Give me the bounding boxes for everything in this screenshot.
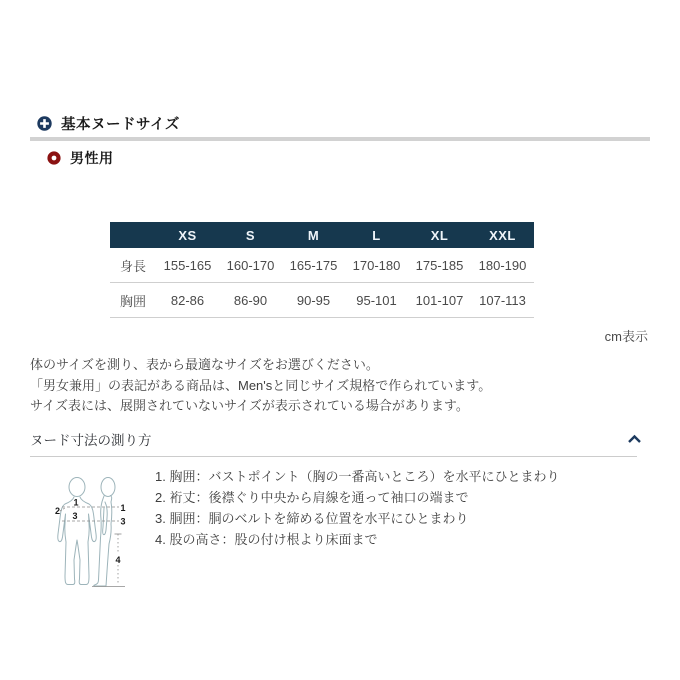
row-label: 胸囲 [110, 283, 156, 318]
instruction-line: 3. 胴囲：胴のベルトを締める位置を水平にひとまわり [155, 511, 469, 526]
measure-guide-title: ヌード寸法の測り方 [30, 433, 152, 448]
body-measurement-diagram [50, 464, 160, 628]
cell: 165-175 [282, 248, 345, 283]
size-table [110, 222, 534, 318]
label-front-waist: 3 [72, 511, 78, 521]
cell: 86-90 [219, 283, 282, 318]
note-line: 体のサイズを測り、表から最適なサイズをお選びください。 [30, 357, 379, 372]
instruction-line: 1. 胸囲：バストポイント（胸の一番高いところ）を水平にひとまわり [155, 469, 560, 484]
col-header-xs: XS [156, 222, 219, 248]
instruction-line: 4. 股の高さ：股の付け根より床面まで [155, 532, 378, 547]
cell: 82-86 [156, 283, 219, 318]
label-side-crotch-height: 4 [115, 555, 121, 565]
cell: 160-170 [219, 248, 282, 283]
table-row-height [110, 248, 534, 283]
body-outlines [58, 478, 115, 587]
label-side-waist: 3 [120, 516, 126, 527]
row-label: 身長 [110, 248, 156, 283]
cell: 180-190 [471, 248, 534, 283]
cell: 175-185 [408, 248, 471, 283]
measure-guide-divider [30, 456, 637, 457]
note-line: 「男女兼用」の表記がある商品は、Men'sと同じサイズ規格で作られています。 [30, 377, 492, 393]
subsection-title: 男性用 [70, 150, 114, 166]
measurement-lines [60, 507, 125, 587]
table-row-chest [110, 283, 534, 318]
cell: 90-95 [282, 283, 345, 318]
label-front-chest: 1 [73, 497, 79, 508]
size-table-header-row [110, 222, 534, 248]
col-header-l: L [345, 222, 408, 248]
instruction-line: 2. 裄丈：後襟ぐり中央から肩線を通って袖口の端まで [155, 490, 469, 505]
section-mens [47, 148, 114, 168]
size-notes [30, 355, 590, 417]
label-front-sleeve: 2 [54, 506, 61, 516]
measure-instructions [155, 466, 635, 550]
unit-note: cm表示 [604, 329, 648, 344]
size-table-corner-cell [110, 222, 156, 248]
label-side-chest: 1 [120, 503, 126, 513]
chevron-up-icon[interactable] [627, 431, 642, 449]
col-header-m: M [282, 222, 345, 248]
col-header-xl: XL [408, 222, 471, 248]
cell: 95-101 [345, 283, 408, 318]
cell: 170-180 [345, 248, 408, 283]
section-title: 基本ヌードサイズ [61, 117, 180, 133]
measure-guide-header[interactable] [30, 429, 650, 447]
dot-circle-icon [47, 151, 61, 165]
note-line: サイズ表には、展開されていないサイズが表示されている場合があります。 [30, 398, 469, 413]
cell: 107-113 [471, 283, 534, 318]
cell: 101-107 [408, 283, 471, 318]
col-header-xxl: XXL [471, 222, 534, 248]
section-basic-nude-size [37, 113, 180, 134]
cell: 155-165 [156, 248, 219, 283]
section-divider [30, 137, 650, 141]
col-header-s: S [219, 222, 282, 248]
plus-circle-icon [37, 116, 52, 131]
